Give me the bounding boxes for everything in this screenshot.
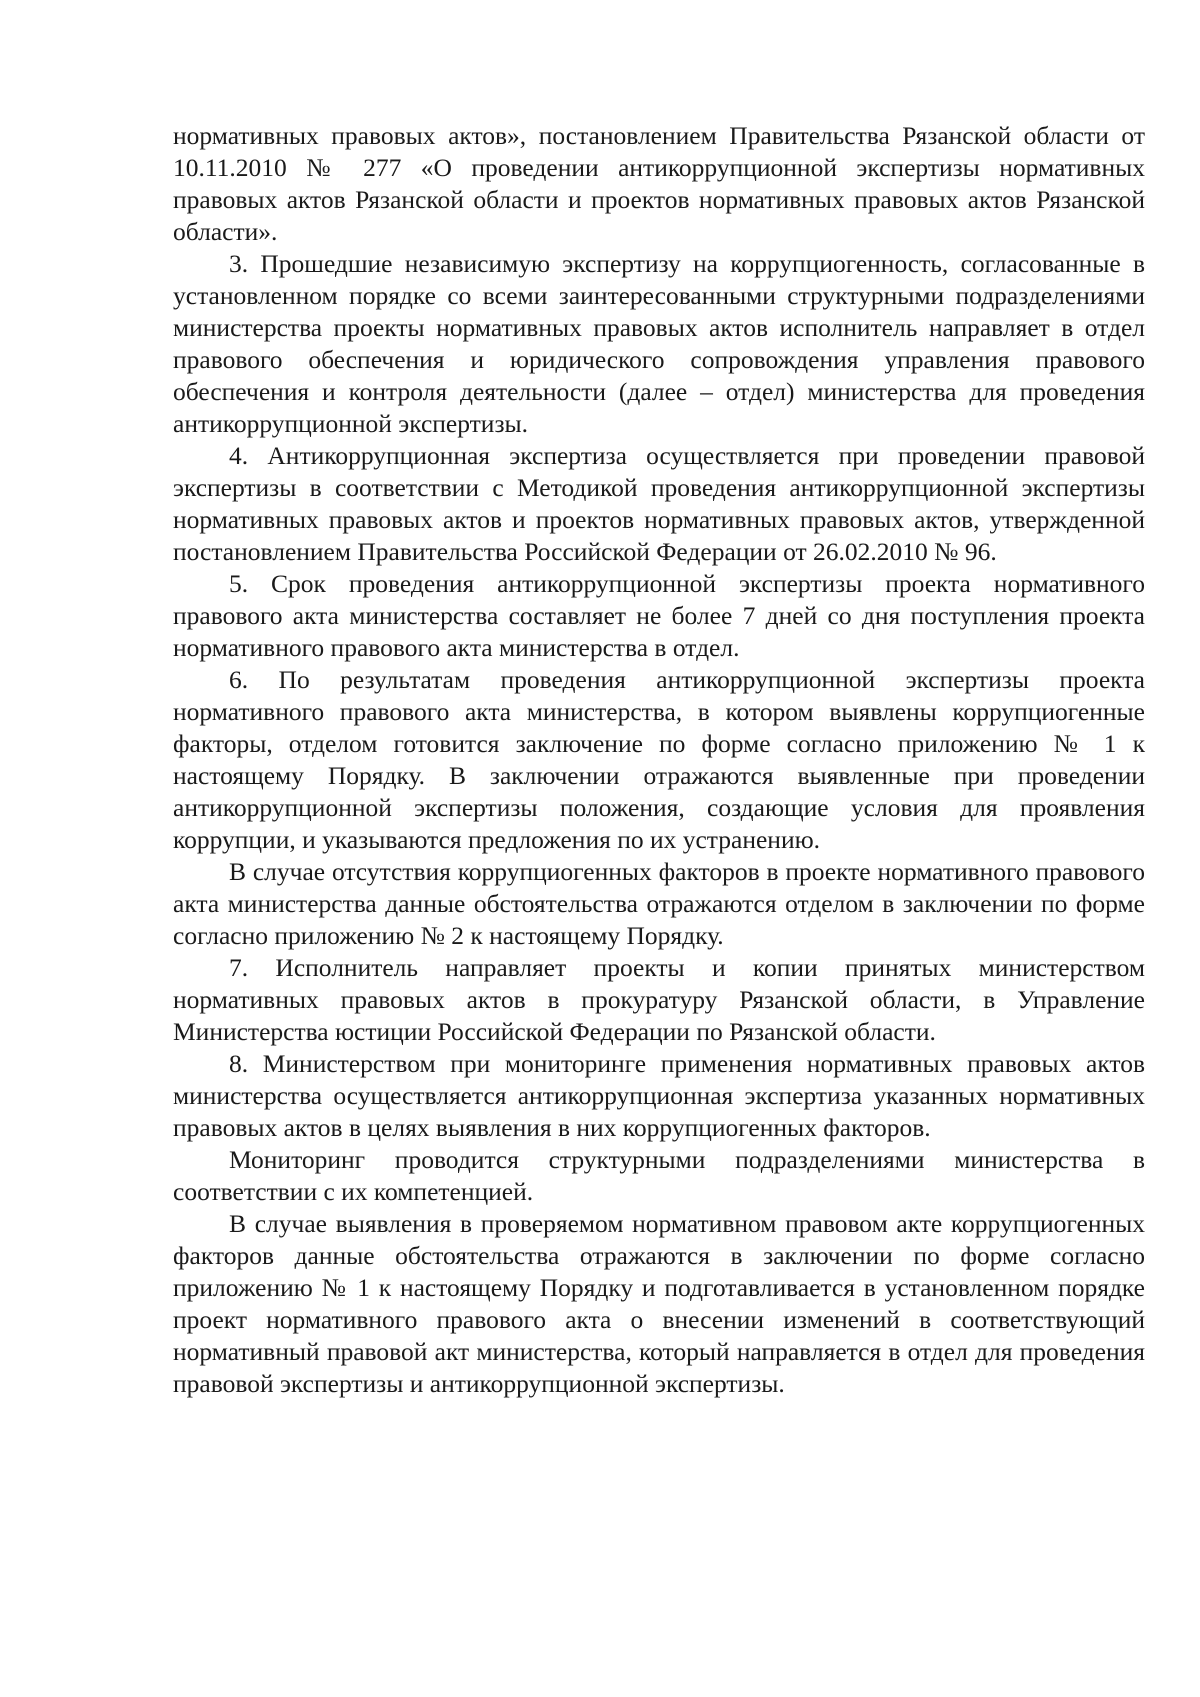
paragraph-item-8: 8. Министерством при мониторинге применения нормативных правовых актов министерства осуществляется антикоррупционная экспертиза указанных нормативных правовых актов в целях выявления в них коррупциогенных факторов. [173,1049,1145,1142]
paragraph-monitoring: Мониторинг проводится структурными подразделениями министерства в соответствии с их компетенцией. [173,1145,1145,1206]
paragraph-item-6: 6. По результатам проведения антикоррупционной экспертизы проекта нормативного правового акта министерства, в котором выявлены коррупциогенные факторы, отделом готовится заключение по форме согласно приложению № 1 к настоящему Порядку. В заключении отражаются выявленные при проведении антикоррупционной экспертизы положения, создающие условия для проявления коррупции, и указываются предложения по их устранению. [173,665,1145,854]
document-body [173,120,1145,1400]
paragraph-continuation: нормативных правовых актов», постановлением Правительства Рязанской области от 10.11.2010 № 277 «О проведении антикоррупционной экспертизы нормативных правовых актов Рязанской области и проектов нормативных правовых актов Рязанской области». [173,121,1145,246]
paragraph-item-3: 3. Прошедшие независимую экспертизу на коррупциогенность, согласованные в установленном порядке со всеми заинтересованными структурными подразделениями министерства проекты нормативных правовых актов исполнитель направляет в отдел правового обеспечения и юридического сопровождения управления правового обеспечения и контроля деятельности (далее – отдел) министерства для проведения антикоррупционной экспертизы. [173,249,1145,438]
paragraph-item-4: 4. Антикоррупционная экспертиза осуществляется при проведении правовой экспертизы в соответствии с Методикой проведения антикоррупционной экспертизы нормативных правовых актов и проектов нормативных правовых актов, утвержденной постановлением Правительства Российской Федерации от 26.02.2010 № 96. [173,441,1145,566]
paragraph-item-6-note: В случае отсутствия коррупциогенных факторов в проекте нормативного правового акта министерства данные обстоятельства отражаются отделом в заключении по форме согласно приложению № 2 к настоящему Порядку. [173,857,1145,950]
paragraph-item-7: 7. Исполнитель направляет проекты и копии принятых министерством нормативных правовых актов в прокуратуру Рязанской области, в Управление Министерства юстиции Российской Федерации по Рязанской области. [173,953,1145,1046]
paragraph-detection-case: В случае выявления в проверяемом нормативном правовом акте коррупциогенных факторов данные обстоятельства отражаются в заключении по форме согласно приложению № 1 к настоящему Порядку и подготавливается в установленном порядке проект нормативного правового акта о внесении изменений в соответствующий нормативный правовой акт министерства, который направляется в отдел для проведения правовой экспертизы и антикоррупционной экспертизы. [173,1209,1145,1398]
paragraph-item-5: 5. Срок проведения антикоррупционной экспертизы проекта нормативного правового акта министерства составляет не более 7 дней со дня поступления проекта нормативного правового акта министерства в отдел. [173,569,1145,662]
